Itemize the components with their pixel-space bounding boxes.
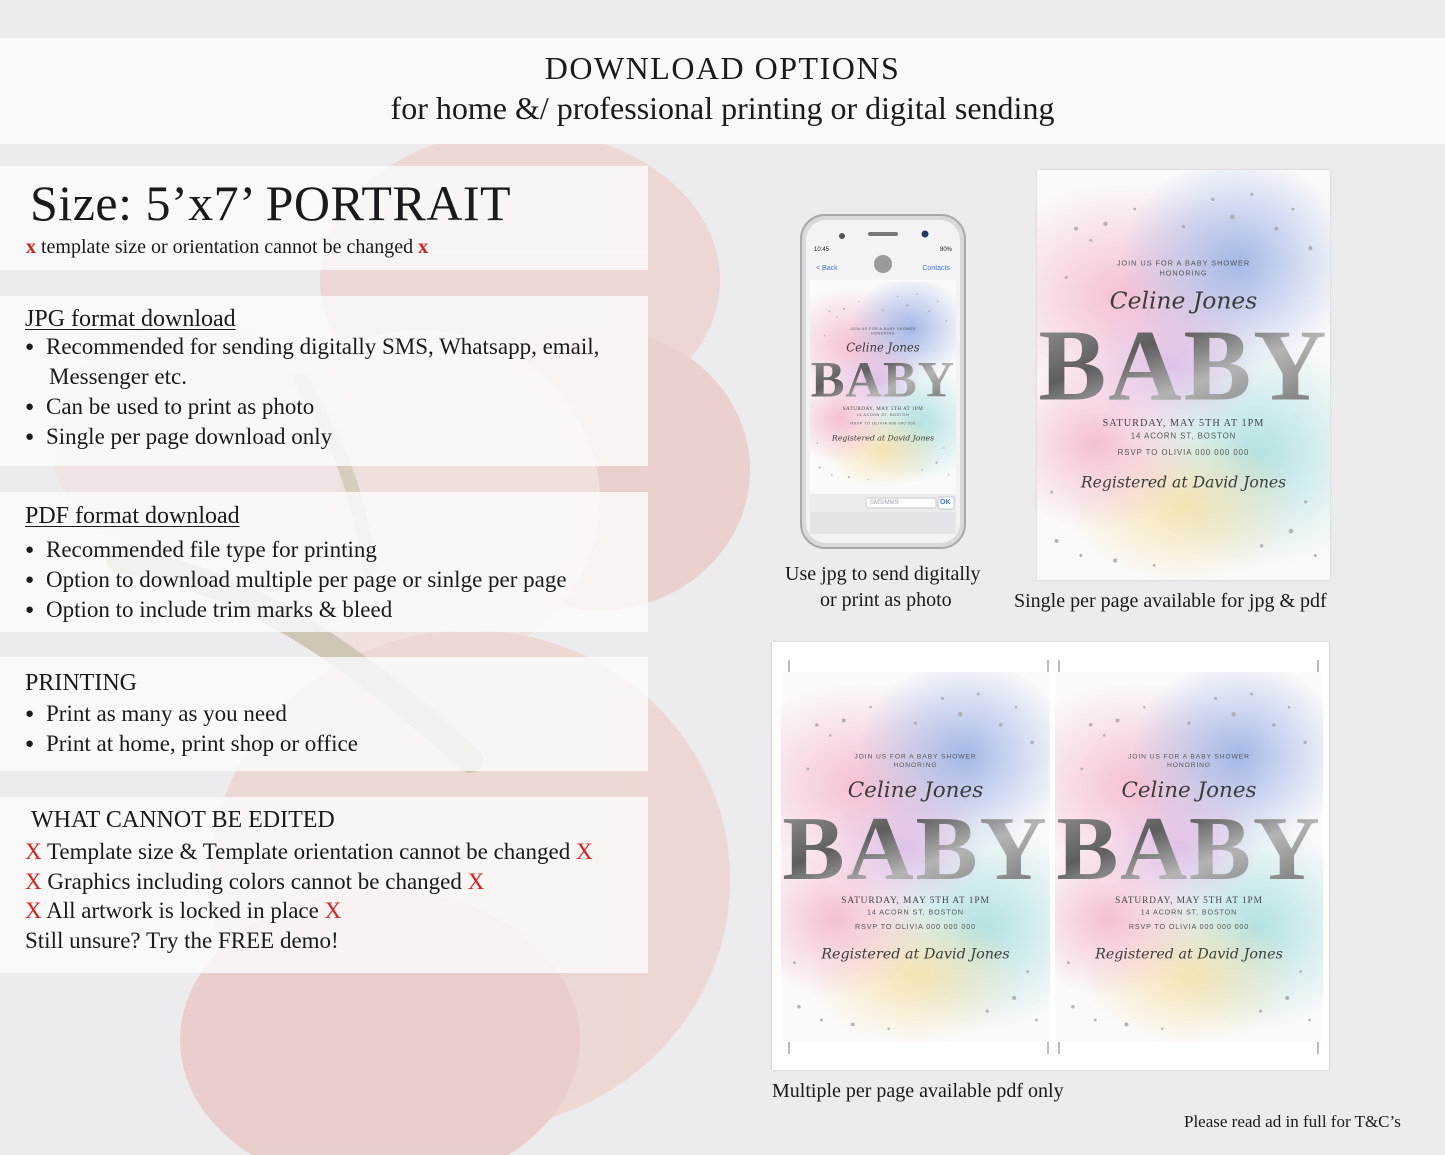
phone-caption-1: Use jpg to send digitally: [785, 563, 981, 585]
jpg-heading: JPG format download: [25, 306, 236, 332]
bullet-icon: ●: [25, 736, 35, 752]
page-subtitle: for home &/ professional printing or digital sending: [390, 90, 1055, 126]
multiple-caption: Multiple per page available pdf only: [772, 1080, 1064, 1102]
phone-caption-2: or print as photo: [820, 589, 952, 611]
size-note: [26, 236, 428, 259]
list-item-continued: Messenger etc.: [49, 364, 187, 389]
x-mark-icon: X: [324, 898, 342, 923]
cannot-edit-heading: WHAT CANNOT BE EDITED: [31, 807, 335, 833]
x-mark-icon: X: [575, 839, 593, 864]
bullet-icon: ●: [25, 399, 35, 415]
pdf-heading: PDF format download: [25, 503, 240, 529]
bullet-icon: ●: [25, 429, 35, 445]
phone-contacts-button[interactable]: Contacts: [922, 265, 950, 272]
list-item: ● Can be used to print as photo: [25, 394, 315, 419]
single-caption: Single per page available for jpg & pdf: [1014, 590, 1327, 612]
size-note-text: template size or orientation cannot be changed: [41, 236, 414, 258]
bullet-icon: ●: [25, 542, 35, 558]
list-item: ● Option to include trim marks & bleed: [25, 597, 393, 622]
bullet-icon: ●: [25, 572, 35, 588]
x-mark-icon: X: [25, 839, 42, 864]
x-mark-icon: X: [25, 869, 42, 894]
multi-invite-card-2: [1055, 672, 1323, 1042]
list-item: X Graphics including colors cannot be changed X: [25, 869, 485, 894]
page-title: DOWNLOAD OPTIONS: [544, 50, 901, 86]
x-mark-icon: x: [26, 236, 36, 258]
size-title: Size: 5’x7’ PORTRAIT: [30, 175, 512, 231]
list-item: X Template size & Template orientation cannot be changed X: [25, 839, 593, 864]
pdf-panel: [0, 492, 648, 632]
multi-per-page-sheet: [772, 642, 1329, 1070]
x-mark-icon: X: [25, 898, 42, 923]
x-mark-icon: x: [418, 236, 429, 258]
list-item: ● Print at home, print shop or office: [25, 731, 358, 756]
x-mark-icon: X: [467, 869, 485, 894]
list-item: ● Single per page download only: [25, 424, 333, 449]
phone-back-button[interactable]: < Back: [816, 265, 838, 272]
phone-time: 10:45: [814, 247, 830, 253]
header-banner: [0, 38, 1445, 144]
phone-ok-button[interactable]: OK: [940, 499, 951, 506]
single-invite-card: [1037, 170, 1330, 580]
list-item: ● Print as many as you need: [25, 701, 287, 726]
multi-invite-card-1: [781, 672, 1050, 1042]
cannot-edit-panel: [0, 797, 648, 973]
bullet-icon: ●: [25, 339, 35, 355]
list-item: ● Recommended file type for printing: [25, 537, 377, 562]
phone-message-input[interactable]: SMS/MMS: [870, 500, 899, 506]
list-item: X All artwork is locked in place X: [25, 898, 342, 923]
jpg-panel: [0, 296, 648, 466]
bullet-icon: ●: [25, 706, 35, 722]
background-flower-image: [0, 140, 760, 1155]
phone-battery: 80%: [939, 247, 952, 253]
list-item: ● Option to download multiple per page or sinlge per page: [25, 567, 567, 592]
demo-note: Still unsure? Try the FREE demo!: [25, 928, 339, 953]
bullet-icon: ●: [25, 602, 35, 618]
printing-heading: PRINTING: [25, 670, 137, 696]
phone-mockup: [800, 214, 966, 549]
printing-panel: [0, 657, 648, 771]
list-item: ● Recommended for sending digitally SMS, Whatsapp, email,: [25, 334, 600, 359]
terms-note: Please read ad in full for T&C’s: [1184, 1112, 1401, 1131]
size-panel: [0, 166, 648, 270]
